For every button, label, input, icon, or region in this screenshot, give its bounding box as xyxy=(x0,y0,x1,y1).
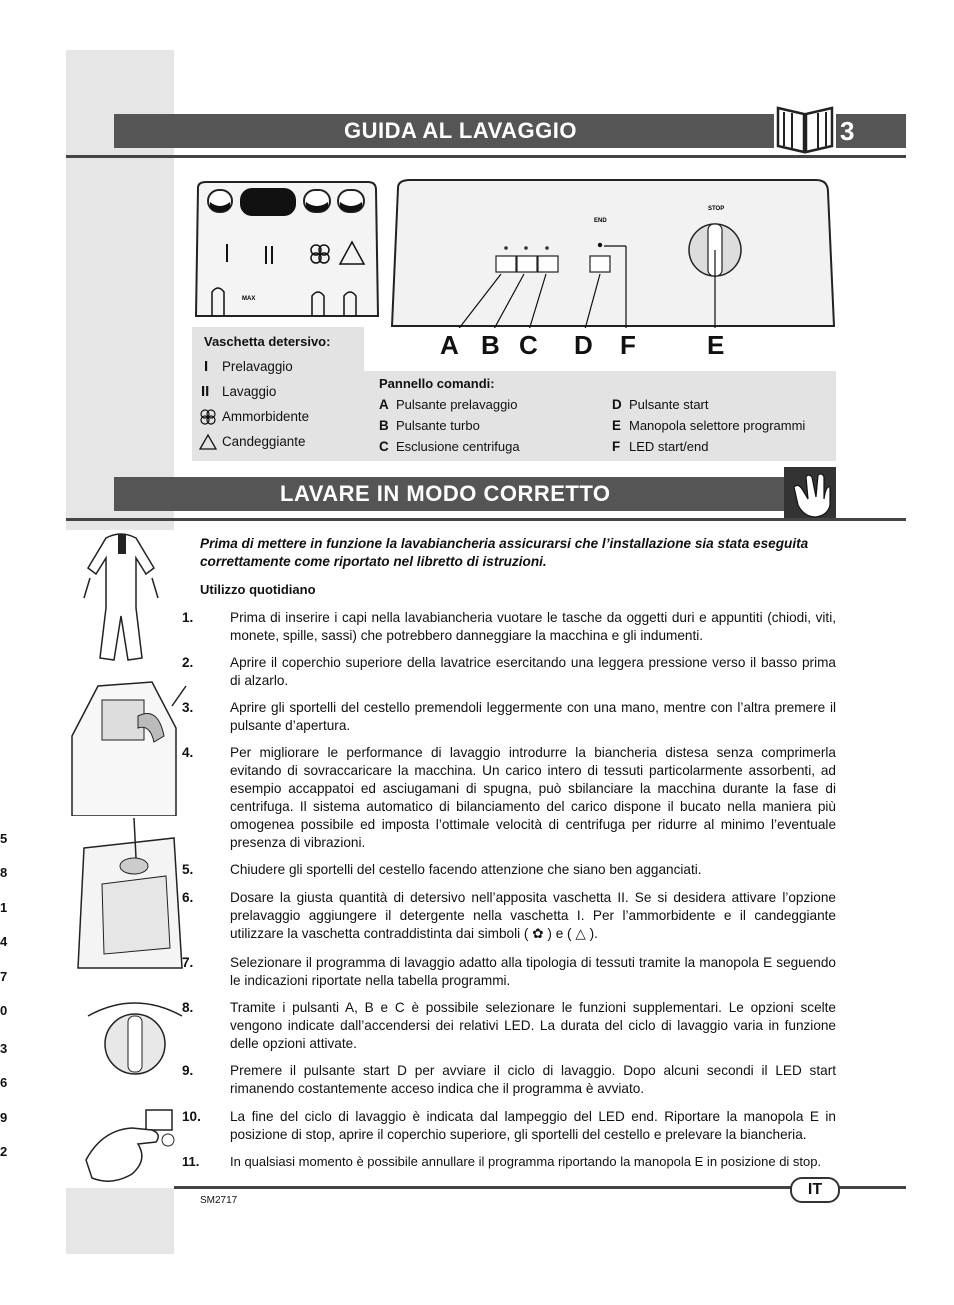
step-9: 9. Premere il pulsante start D per avviare il ciclo di lavaggio. Dopo alcuni secondi il LED start rimanendo costantemente acceso indica che il programma è avviato. xyxy=(182,1063,836,1096)
intro-text: Prima di mettere in funzione la lavabiancheria assicurarsi che l’installazione sia stata eseguita correttamente come riportato nel libretto di istruzioni. xyxy=(200,536,809,569)
pannello-label-a: Pulsante prelavaggio xyxy=(396,397,518,412)
lang-label: IT xyxy=(807,1181,823,1198)
pannello-key-b: B xyxy=(379,418,389,433)
side-digit: 4 xyxy=(0,934,8,949)
lang-badge xyxy=(790,1177,840,1203)
pannello-key-f: F xyxy=(612,439,621,454)
callout-letter-c: C xyxy=(519,330,538,360)
vaschetta-label-ammorbidente: Ammorbidente xyxy=(222,409,310,424)
callout-letter-b: B xyxy=(481,330,500,360)
pannello-label-b: Pulsante turbo xyxy=(396,418,480,433)
step-3: 3. Aprire gli sportelli del cestello premendoli leggermente con una mano, mentre con l’altra premere il pulsante d’apertura. xyxy=(182,700,836,733)
header-bar xyxy=(114,114,774,148)
bleach-icon xyxy=(199,433,217,456)
step-4: 4. Per migliorare le performance di lavaggio introdurre la biancheria distesa senza comprimerla evitando di sovraccaricare la macchina. Un carico intero di tessuti particolarmente assorbenti, ad esempio accappatoi ed asciugamani di spugna, può sbilanciare la macchina durante la fase di centrifuga. Il sistema automatico di bilanciamento del carico dispone il bucato nella maniera più omogenea possibile ed imposta l’ottimale velocità di centrifuga per ridurre al minimo l’eventuale presenza di vibrazioni. xyxy=(182,745,836,850)
max-label: MAX xyxy=(242,296,256,302)
vaschetta-label-candeggiante: Candeggiante xyxy=(222,434,306,449)
illustration-lid xyxy=(68,676,188,816)
vaschetta-title: Vaschetta detersivo: xyxy=(204,334,331,349)
pannello-label-f: LED start/end xyxy=(629,439,709,454)
callout-letter-a: A xyxy=(440,330,459,360)
side-digit: 5 xyxy=(0,831,8,846)
pannello-key-c: C xyxy=(379,439,389,454)
page-number: 3 xyxy=(840,116,855,146)
hand-icon xyxy=(784,467,836,519)
vaschetta-label-prelavaggio: Prelavaggio xyxy=(222,359,293,374)
page-number-tab xyxy=(836,114,906,148)
side-digit: 8 xyxy=(0,865,8,880)
step-1: 1. Prima di inserire i capi nella lavabiancheria vuotare le tasche da oggetti duri e appuntiti (chiodi, viti, monete, spille, sassi) che potrebbero danneggiare la macchina e gli indumenti. xyxy=(182,610,836,643)
callout-letter-e: E xyxy=(707,330,725,360)
vaschetta-symbol-ii: II xyxy=(201,383,210,400)
side-digit: 9 xyxy=(0,1110,8,1125)
pannello-label-d: Pulsante start xyxy=(629,397,709,412)
step-6: 6. Dosare la giusta quantità di detersivo nell’apposita vaschetta II. Se si desidera attivare l’opzione prelavaggio aggiungere il detergente nella vaschetta I. Per l’ammorbidente e il candeggiante utilizzare la vaschetta contraddistinta dai simboli ( ✿ ) e ( △ ). xyxy=(182,890,836,941)
illustration-start xyxy=(82,1090,194,1186)
grey-column-bottom xyxy=(66,1188,174,1254)
side-digit: 1 xyxy=(0,900,8,915)
illustration-detergent xyxy=(74,818,194,978)
pannello-title: Pannello comandi: xyxy=(379,376,495,391)
side-digit: 7 xyxy=(0,969,8,984)
pannello-label-c: Esclusione centrifuga xyxy=(396,439,520,454)
step-2: 2. Aprire il coperchio superiore della lavatrice esercitando una leggera pressione verso il basso prima di alzarlo. xyxy=(182,655,836,688)
pannello-key-d: D xyxy=(612,397,622,412)
stop-label: STOP xyxy=(708,206,725,212)
page-title: GUIDA AL LAVAGGIO xyxy=(344,118,577,143)
vaschetta-symbol-i: I xyxy=(204,358,209,375)
callout-letter-d: D xyxy=(574,330,593,360)
step-5: 5. Chiudere gli sportelli del cestello facendo attenzione che siano ben agganciati. xyxy=(182,862,702,877)
step-8: 8. Tramite i pulsanti A, B e C è possibile selezionare le funzioni supplementari. Le opzioni scelte vengono indicate dall’accendersi dei relativi LED. La durata del ciclo di lavaggio varia in funzione delle opzioni attivate. xyxy=(182,1000,836,1051)
step-7: 7. Selezionare il programma di lavaggio adatto alla tipologia di tessuti tramite la manopola E seguendo le indicazioni riportate nella tabella programmi. xyxy=(182,955,836,988)
footer-code: SM2717 xyxy=(200,1195,238,1206)
vaschetta-label-lavaggio: Lavaggio xyxy=(222,384,277,399)
subheading: Utilizzo quotidiano xyxy=(200,582,316,597)
book-icon xyxy=(774,100,836,156)
pannello-key-e: E xyxy=(612,418,621,433)
control-panel-drawing xyxy=(390,178,836,328)
section-rule xyxy=(66,518,906,521)
illustration-dial xyxy=(78,996,192,1088)
illustration-pockets xyxy=(76,528,166,668)
pannello-key-a: A xyxy=(379,397,389,412)
header-rule xyxy=(66,155,906,158)
section-bar-lavare xyxy=(114,477,784,511)
dispenser-drawing xyxy=(192,180,380,320)
side-digit: 3 xyxy=(0,1041,8,1056)
callout-letter-f: F xyxy=(620,330,636,360)
pannello-label-e: Manopola selettore programmi xyxy=(629,418,806,433)
step-11: 11. In qualsiasi momento è possibile annullare il programma riportando la manopola E in posizione di stop. xyxy=(182,1154,822,1169)
side-digit: 0 xyxy=(0,1003,8,1018)
side-digit: 2 xyxy=(0,1144,8,1159)
step-10: 10. La fine del ciclo di lavaggio è indicata dal lampeggio del LED end. Riportare la manopola E in posizione di stop, aprire il coperchio superiore, gli sportelli del cestello e prelevare la biancheria. xyxy=(182,1109,836,1142)
section-title: LAVARE IN MODO CORRETTO xyxy=(280,481,611,506)
flower-icon xyxy=(199,408,217,431)
side-digit: 6 xyxy=(0,1075,8,1090)
end-label: END xyxy=(594,218,607,224)
